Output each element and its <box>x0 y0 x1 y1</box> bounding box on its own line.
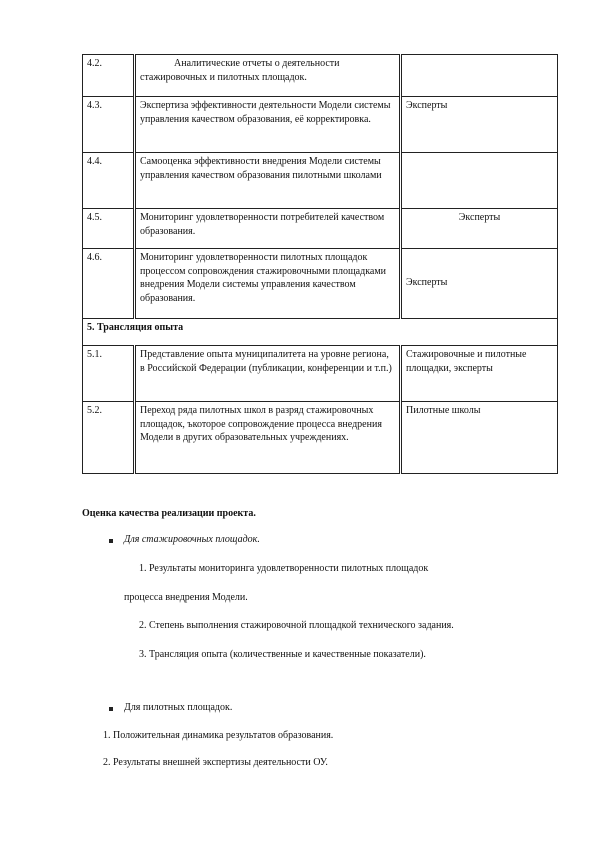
internship-item-3: 3. Трансляция опыта (количественные и качественные показатели). <box>139 649 426 660</box>
bullet-icon <box>109 539 113 543</box>
internship-title: Для стажировочных площадок. <box>124 534 260 545</box>
row-number: 4.6. <box>83 249 135 319</box>
row-number: 5.2. <box>83 402 135 474</box>
row-responsible: Эксперты <box>401 249 558 319</box>
section-title: 5. Трансляция опыта <box>83 319 558 346</box>
table-row <box>83 153 558 209</box>
row-responsible <box>401 153 558 209</box>
row-number: 4.2. <box>83 55 135 97</box>
pilot-title: Для пилотных площадок. <box>124 702 233 713</box>
assessment-heading: Оценка качества реализации проекта. <box>82 508 256 519</box>
row-number: 4.3. <box>83 97 135 153</box>
table-row <box>83 55 558 97</box>
table-row <box>83 249 558 319</box>
row-activity <box>135 55 401 97</box>
row-responsible: Стажировочные и пилотные площадки, эксперты <box>401 346 558 402</box>
row-number: 4.4. <box>83 153 135 209</box>
section-row <box>83 319 558 346</box>
table-row <box>83 346 558 402</box>
internship-item-2: 2. Степень выполнения стажировочной площадкой технического задания. <box>139 620 454 631</box>
row-responsible <box>401 55 558 97</box>
table-row <box>83 97 558 153</box>
pilot-item-2: 2. Результаты внешней экспертизы деятельности ОУ. <box>103 757 328 768</box>
bullet-icon <box>109 707 113 711</box>
pilot-item-1: 1. Положительная динамика результатов образования. <box>103 730 334 741</box>
row-responsible: Пилотные школы <box>401 402 558 474</box>
row-activity: Мониторинг удовлетворенности пилотных площадок процессом сопровождения стажировочными площадками внедрения Модели системы управления качеством образования. <box>135 249 401 319</box>
row-number: 4.5. <box>83 209 135 249</box>
row-activity: Мониторинг удовлетворенности потребителей качеством образования. <box>135 209 401 249</box>
plan-table <box>82 54 558 474</box>
table-row <box>83 209 558 249</box>
row-activity: Переход ряда пилотных школ в разряд стажировочных площадок, ъкоторое сопровождение процесса внедрения Модели в других образовательных учреждениях. <box>135 402 401 474</box>
row-activity-text: Аналитические отчеты о деятельности стажировочных и пилотных площадок. <box>140 58 340 83</box>
row-activity: Самооценка эффективности внедрения Модели системы управления качеством образования пилотными школами <box>135 153 401 209</box>
row-number: 5.1. <box>83 346 135 402</box>
row-responsible: Эксперты <box>401 97 558 153</box>
row-activity: Представление опыта муниципалитета на уровне региона, в Российской Федерации (публикации, конференции и т.п.) <box>135 346 401 402</box>
row-responsible: Эксперты <box>401 209 558 249</box>
row-activity: Экспертиза эффективности деятельности Модели системы управления качеством образования, её корректировка. <box>135 97 401 153</box>
table-row <box>83 402 558 474</box>
internship-item-1: 1. Результаты мониторинга удовлетворенности пилотных площадок <box>139 563 429 574</box>
internship-item-1-cont: процесса внедрения Модели. <box>124 592 248 603</box>
